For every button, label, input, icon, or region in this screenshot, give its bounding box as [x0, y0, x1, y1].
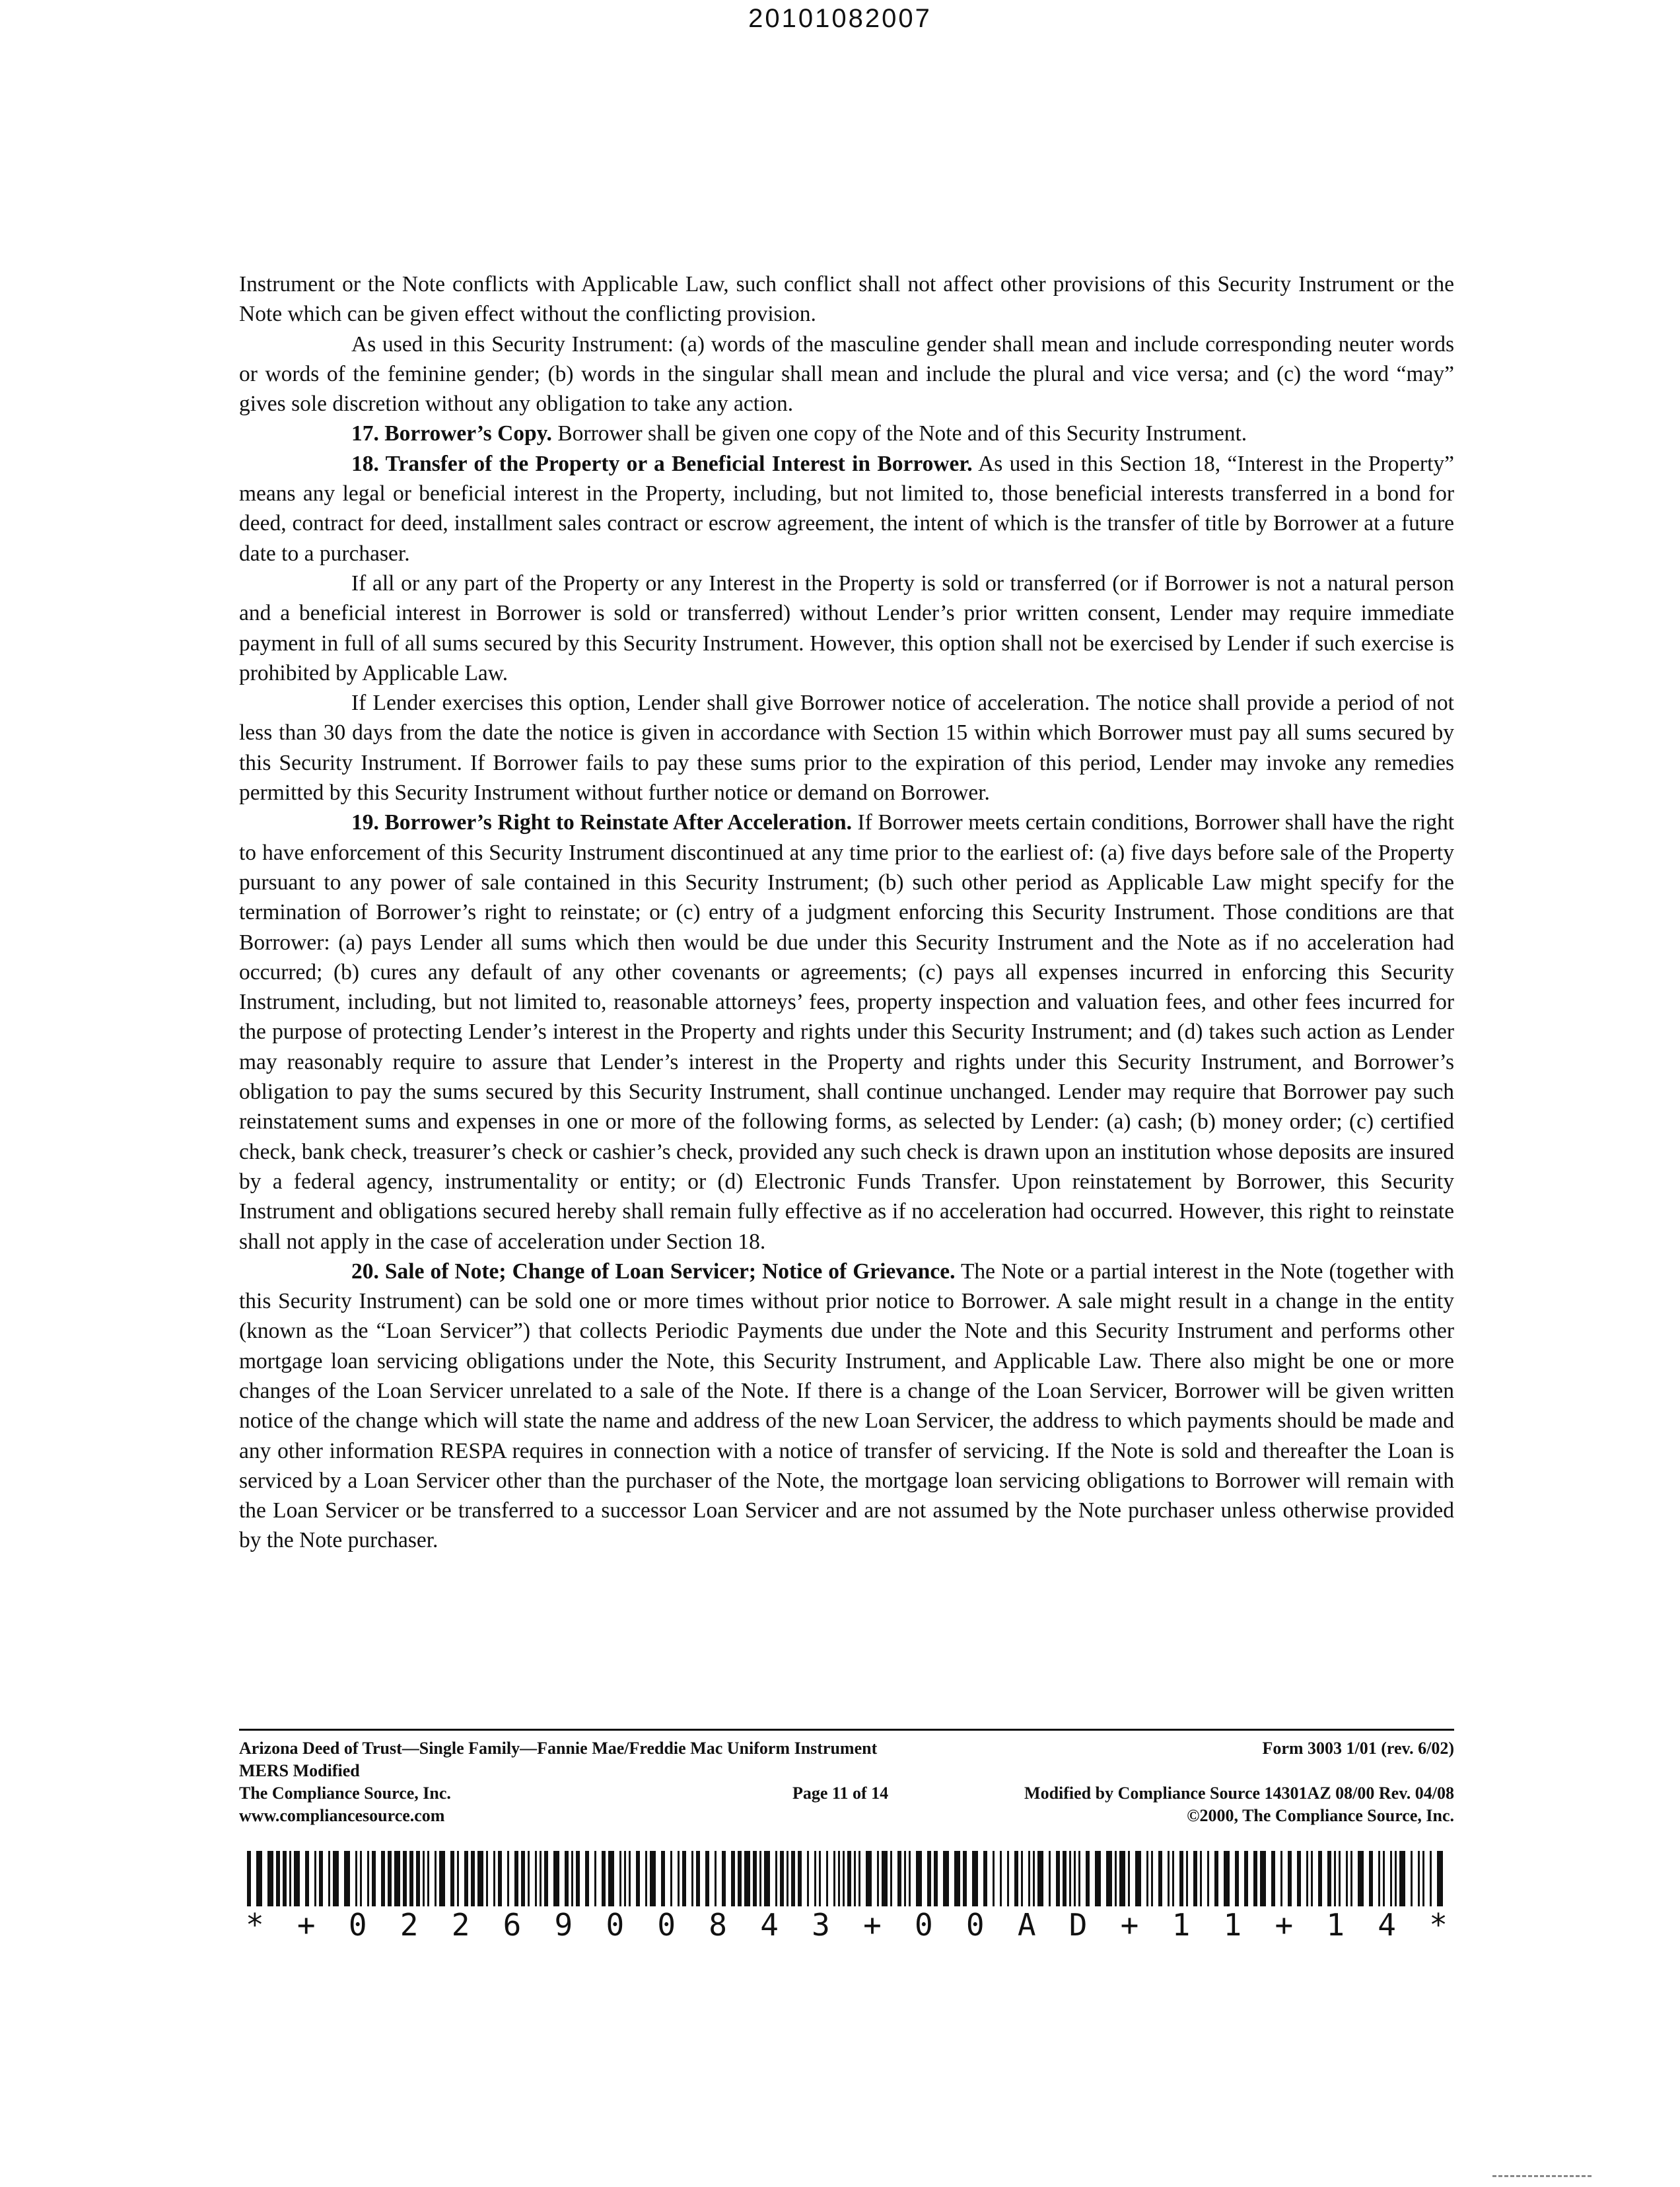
barcode-bar	[381, 1851, 385, 1906]
barcode-bar	[576, 1851, 580, 1906]
barcode-bar	[416, 1851, 420, 1906]
barcode-bar	[493, 1851, 495, 1906]
barcode-bar	[787, 1851, 788, 1906]
barcode-bar	[1063, 1851, 1067, 1906]
barcode-char: 0	[657, 1907, 676, 1943]
barcode-bar	[394, 1851, 400, 1906]
barcode-bar	[678, 1851, 680, 1906]
barcode-bar	[629, 1851, 631, 1906]
barcode-bar	[521, 1851, 525, 1906]
barcode-char: 1	[1223, 1907, 1242, 1943]
barcode-bar	[696, 1851, 700, 1906]
barcode-char: +	[1275, 1907, 1294, 1943]
barcode-bar	[819, 1851, 821, 1906]
barcode-bar	[1021, 1851, 1023, 1906]
barcode-bar	[807, 1851, 809, 1906]
barcode-bar	[553, 1851, 559, 1906]
barcode-bar	[1339, 1851, 1341, 1906]
barcode-bar	[294, 1851, 300, 1906]
barcode-char: 0	[606, 1907, 625, 1943]
barcode-bar	[565, 1851, 569, 1906]
barcode-bar	[650, 1851, 656, 1906]
barcode-bar	[1056, 1851, 1060, 1906]
barcode-bar	[1037, 1851, 1043, 1906]
barcode-bar	[890, 1851, 892, 1906]
barcode-bar	[866, 1851, 872, 1906]
document-stamp-number: 20101082007	[748, 4, 932, 33]
barcode-bar	[943, 1851, 949, 1906]
barcode-char: +	[1120, 1907, 1139, 1943]
barcode-bar	[636, 1851, 640, 1906]
barcode-bar	[1399, 1851, 1405, 1906]
scan-edge-mark	[1492, 2175, 1592, 2180]
barcode-bar	[1158, 1851, 1162, 1906]
barcode-char: +	[863, 1907, 882, 1943]
barcode-bar	[738, 1851, 742, 1906]
barcode-bar	[1280, 1851, 1282, 1906]
barcode-char: 2	[451, 1907, 470, 1943]
barcode-image	[246, 1851, 1448, 1917]
paragraph-text: As used in this Section 18, “Interest in the Property” means any legal or beneficial interest in the Property, including, but not limited to, those beneficial interests transferred in a bond for deed, contract for deed, installment sales contract or escrow agreement, the intent of which is the transfer of title by Borrower at a future date to a purchaser.	[239, 451, 1454, 566]
barcode-bar	[1146, 1851, 1148, 1906]
barcode-bar	[1411, 1851, 1413, 1906]
barcode-bar	[1306, 1851, 1308, 1906]
barcode-bar	[498, 1851, 502, 1906]
barcode-bar	[450, 1851, 454, 1906]
barcode-bar	[355, 1851, 357, 1906]
barcode-bar	[1369, 1851, 1373, 1906]
paragraph	[239, 419, 1454, 448]
barcode-bar	[916, 1851, 922, 1906]
barcode-char: 1	[1326, 1907, 1345, 1943]
barcode-char: 4	[1378, 1907, 1396, 1943]
barcode-bar	[753, 1851, 757, 1906]
barcode-bar	[439, 1851, 445, 1906]
page-number: Page 11 of 14	[792, 1784, 889, 1803]
paragraph-text: Borrower shall be given one copy of the Note and of this Security Instrument.	[551, 421, 1247, 446]
form-number: Form 3003 1/01 (rev. 6/02)	[1262, 1739, 1454, 1758]
document-footer	[239, 1729, 1454, 1827]
barcode-bar	[904, 1851, 906, 1906]
barcode-bar	[764, 1851, 770, 1906]
barcode-bar	[927, 1851, 931, 1906]
barcode-bar	[464, 1851, 468, 1906]
barcode-bar	[535, 1851, 537, 1906]
barcode-bar	[457, 1851, 459, 1906]
barcode-bar	[1297, 1851, 1301, 1906]
company-website: www.compliancesource.com	[239, 1806, 445, 1825]
barcode-bar	[838, 1851, 840, 1906]
barcode-bar	[780, 1851, 784, 1906]
barcode-bar	[1224, 1851, 1230, 1906]
barcode-char: 4	[760, 1907, 779, 1943]
barcode-bar	[1395, 1851, 1397, 1906]
barcode-bar	[602, 1851, 606, 1906]
paragraph	[239, 808, 1454, 1256]
barcode-bar	[333, 1851, 339, 1906]
barcode-bar	[1437, 1851, 1443, 1906]
barcode-bar	[1179, 1851, 1183, 1906]
barcode-bar	[571, 1851, 573, 1906]
barcode-bar	[854, 1851, 856, 1906]
section-heading: 17. Borrower’s Copy.	[351, 421, 552, 446]
barcode-bar	[759, 1851, 761, 1906]
barcode-bar	[283, 1851, 287, 1906]
barcode-char: *	[246, 1907, 264, 1943]
barcode-bar	[619, 1851, 621, 1906]
barcode-bar	[388, 1851, 392, 1906]
barcode-char: 0	[965, 1907, 985, 1943]
barcode-char: 3	[812, 1907, 830, 1943]
barcode-bar	[791, 1851, 795, 1906]
paragraph-text: If Lender exercises this option, Lender shall give Borrower notice of acceleration. The notice shall provide a period of not less than 30 days from the date the notice is given in accordance with Section 15 within which Borrower must pay all sums secured by this Security Instrument. If Borrower fails to pay these sums prior to the expiration of this period, Lender may invoke any remedies permitted by this Security Instrument without further notice or demand on Borrower.	[239, 691, 1454, 806]
barcode-bar	[247, 1851, 251, 1906]
barcode-bar	[624, 1851, 626, 1906]
barcode-bar	[256, 1851, 262, 1906]
barcode-bar	[1253, 1851, 1257, 1906]
barcode-bar	[645, 1851, 647, 1906]
section-heading: 18. Transfer of the Property or a Beneficial Interest in Borrower.	[351, 451, 973, 476]
barcode-bar	[858, 1851, 860, 1906]
barcode-char: 8	[709, 1907, 727, 1943]
barcode-bar	[544, 1851, 548, 1906]
company-name: The Compliance Source, Inc.	[239, 1784, 451, 1803]
barcode-bar	[1172, 1851, 1174, 1906]
barcode-bar	[471, 1851, 475, 1906]
barcode-bar	[486, 1851, 488, 1906]
barcode-bar	[344, 1851, 350, 1906]
paragraph-text: If all or any part of the Property or any Interest in the Property is sold or transferred (or if Borrower is not a natural person and a beneficial interest in Borrower is sold or transferred) without Lender’s prior written consent, Lender may require immediate payment in full of all sums secured by this Security Instrument. However, this option shall not be exercised by Lender if such exercise is prohibited by Applicable Law.	[239, 571, 1454, 685]
barcode-bar	[1346, 1851, 1348, 1906]
barcode-bar	[1168, 1851, 1170, 1906]
barcode-bar	[744, 1851, 750, 1906]
paragraph	[239, 330, 1454, 419]
barcode-bar	[934, 1851, 938, 1906]
barcode-bar	[427, 1851, 429, 1906]
barcode-char: *	[1429, 1907, 1448, 1943]
barcode-bar	[1028, 1851, 1030, 1906]
barcode-char: 0	[348, 1907, 367, 1943]
barcode-bar	[1078, 1851, 1080, 1906]
barcode-bar	[715, 1851, 717, 1906]
barcode-bar	[1327, 1851, 1331, 1906]
barcode-bar	[409, 1851, 413, 1906]
paragraph	[239, 269, 1454, 330]
barcode-bar	[1390, 1851, 1392, 1906]
barcode-bar	[814, 1851, 816, 1906]
barcode-bar	[1350, 1851, 1352, 1906]
barcode-bar	[847, 1851, 851, 1906]
barcode-bar	[843, 1851, 845, 1906]
barcode-bar	[722, 1851, 726, 1906]
barcode-bar	[435, 1851, 437, 1906]
paragraph-text: If Borrower meets certain conditions, Borrower shall have the right to have enforcement of this Security Instrument discontinued at any time prior to the earliest of: (a) five days before sale of the Property pursuant to any power of sale contained in this Security Instrument; (b) such other period as Applicable Law might specify for the termination of Borrower’s right to reinstate; or (c) entry of a judgment enforcing this Security Instrument. Those conditions are that Borrower: (a) pays Lender all sums which then would be due under this Security Instrument and the Note as if no acceleration had occurred; (b) cures any default of any other covenants or agreements; (c) pays all expenses incurred in enforcing this Security Instrument, including, but not limited to, reasonable attorneys’ fees, property inspection and valuation fees, and other fees incurred for the purpose of protecting Lender’s interest in the Property and rights under this Security Instrument; and (d) takes such action as Lender may reasonably require to assure that Lender’s interest in the Property and rights under this Security Instrument, and Borrower’s obligation to pay the sums secured by this Security Instrument, shall continue unchanged. Lender may require that Borrower pay such reinstatement sums and expenses in one or more of the following forms, as selected by Lender: (a) cash; (b) money order; (c) certified check, bank check, treasurer’s check or cashier’s check, provided any such check is drawn upon an institution whose deposits are insured by a federal agency, instrumentality or entity; or (d) Electronic Funds Transfer. Upon reinstatement by Borrower, this Security Instrument and obligations secured hereby shall remain fully effective as if no acceleration had occurred. However, this right to reinstate shall not apply in the case of acceleration under Section 18.	[239, 810, 1454, 1254]
barcode-bar	[319, 1851, 323, 1906]
barcode-bar	[367, 1851, 369, 1906]
barcode-bar	[1135, 1851, 1141, 1906]
barcode-bar	[1095, 1851, 1101, 1906]
barcode-bar	[1422, 1851, 1424, 1906]
barcode-char: 9	[554, 1907, 573, 1943]
barcode-bar	[267, 1851, 273, 1906]
barcode-char: 6	[503, 1907, 522, 1943]
barcode-bar	[1235, 1851, 1239, 1906]
barcode-bar	[1151, 1851, 1153, 1906]
barcode-bar	[1334, 1851, 1336, 1906]
barcode-bar	[276, 1851, 280, 1906]
barcode-bar	[1000, 1851, 1002, 1906]
paragraph	[239, 688, 1454, 808]
barcode-bar	[1128, 1851, 1130, 1906]
barcode-bar	[1214, 1851, 1218, 1906]
barcode-char: D	[1068, 1907, 1088, 1943]
barcode-bar	[477, 1851, 483, 1906]
barcode-bar	[360, 1851, 362, 1906]
mers-label: MERS Modified	[239, 1761, 360, 1780]
barcode-bar	[314, 1851, 316, 1906]
barcode-bar	[1358, 1851, 1364, 1906]
barcode-bar	[1186, 1851, 1188, 1906]
barcode-bar	[528, 1851, 530, 1906]
barcode-bar	[585, 1851, 589, 1906]
barcode-char: 1	[1172, 1907, 1191, 1943]
barcode-bar	[289, 1851, 291, 1906]
barcode-bar	[972, 1851, 978, 1906]
barcode-bar	[682, 1851, 686, 1906]
barcode-bar	[661, 1851, 665, 1906]
barcode-bar	[993, 1851, 995, 1906]
barcode-char: 0	[914, 1907, 933, 1943]
barcode-bar	[372, 1851, 376, 1906]
barcode-bar	[1418, 1851, 1420, 1906]
barcode-bar	[514, 1851, 518, 1906]
barcode-bar	[731, 1851, 735, 1906]
barcode-bar	[909, 1851, 911, 1906]
barcode-bar	[1069, 1851, 1071, 1906]
barcode-bar	[305, 1851, 309, 1906]
barcode-bar	[1074, 1851, 1076, 1906]
barcode-bar	[328, 1851, 330, 1906]
paragraph	[239, 1257, 1454, 1556]
barcode-bar	[1271, 1851, 1275, 1906]
barcode-bar	[882, 1851, 888, 1906]
barcode-bar	[507, 1851, 509, 1906]
barcode-char: +	[297, 1907, 316, 1943]
barcode-bar	[833, 1851, 835, 1906]
barcode-bar	[1086, 1851, 1090, 1906]
barcode-bar	[594, 1851, 596, 1906]
barcode-bar	[1049, 1851, 1051, 1906]
barcode-bar	[798, 1851, 802, 1906]
paragraph-text: As used in this Security Instrument: (a) words of the masculine gender shall mean and include corresponding neuter words or words of the feminine gender; (b) words in the singular shall mean and include the plural and vice versa; and (c) the word “may” gives sole discretion without any obligation to take any action.	[239, 331, 1454, 417]
barcode-bar	[670, 1851, 672, 1906]
barcode-bar	[1260, 1851, 1266, 1906]
paragraph	[239, 569, 1454, 688]
barcode-bar	[826, 1851, 828, 1906]
barcode-bar	[877, 1851, 879, 1906]
barcode-bar	[1311, 1851, 1313, 1906]
barcode-bar	[403, 1851, 407, 1906]
barcode-bar	[1115, 1851, 1117, 1906]
barcode-bar	[897, 1851, 901, 1906]
barcode-bar	[705, 1851, 709, 1906]
barcode-bar	[1007, 1851, 1009, 1906]
barcode-bar	[983, 1851, 987, 1906]
barcode-bar	[1119, 1851, 1125, 1906]
barcode-bar	[1318, 1851, 1322, 1906]
barcode-bar	[1430, 1851, 1432, 1906]
paragraph-text: The Note or a partial interest in the Note (together with this Security Instrument) can be sold one or more times without prior notice to Borrower. A sale might result in a change in the entity (known as the “Loan Servicer”) that collects Periodic Payments due under the Note and this Security Instrument and performs other mortgage loan servicing obligations under the Note, this Security Instrument, and Applicable Law. There also might be one or more changes of the Loan Servicer unrelated to a sale of the Note. If there is a change of the Loan Servicer, Borrower will be given written notice of the change which will state the name and address of the new Loan Servicer, the address to which payments should be made and any other information RESPA requires in connection with a notice of transfer of servicing. If the Note is sold and thereafter the Loan is serviced by a Loan Servicer other than the purchaser of the Note, the mortgage loan servicing obligations to Borrower will remain with the Loan Servicer or be transferred to a successor Loan Servicer and are not assumed by the Note purchaser unless otherwise provided by the Note purchaser.	[239, 1259, 1454, 1553]
paragraph-text: Instrument or the Note conflicts with Applicable Law, such conflict shall not affect other provisions of this Security Instrument or the Note which can be given effect without the conflicting provision.	[239, 272, 1454, 327]
barcode-human-readable	[246, 1908, 1448, 1941]
paragraph	[239, 449, 1454, 569]
barcode-bar	[1106, 1851, 1112, 1906]
barcode-char: 2	[400, 1907, 419, 1943]
section-heading: 19. Borrower’s Right to Reinstate After Acceleration.	[351, 810, 853, 835]
section-heading: 20. Sale of Note; Change of Loan Servicer; Notice of Grievance.	[351, 1259, 956, 1284]
barcode-bar	[691, 1851, 693, 1906]
document-body	[239, 269, 1454, 1556]
barcode-bar	[1244, 1851, 1248, 1906]
form-title: Arizona Deed of Trust—Single Family—Fannie Mae/Freddie Mac Uniform Instrument	[239, 1739, 878, 1758]
barcode-bar	[540, 1851, 542, 1906]
barcode-char: A	[1017, 1907, 1036, 1943]
copyright-notice: ©2000, The Compliance Source, Inc.	[1187, 1806, 1454, 1825]
modified-note: Modified by Compliance Source 14301AZ 08/00 Rev. 04/08	[1024, 1784, 1454, 1803]
barcode-bar	[1193, 1851, 1197, 1906]
barcode-bar	[1200, 1851, 1202, 1906]
barcode-bar	[1207, 1851, 1209, 1906]
barcode-bar	[963, 1851, 967, 1906]
barcode-bar	[1383, 1851, 1385, 1906]
barcode-bar	[954, 1851, 960, 1906]
barcode-bar	[1378, 1851, 1380, 1906]
barcode-bar	[1014, 1851, 1018, 1906]
barcode-bar	[1288, 1851, 1292, 1906]
barcode-bar	[423, 1851, 425, 1906]
barcode-bar	[1033, 1851, 1035, 1906]
barcode-bar	[608, 1851, 614, 1906]
barcode-bar	[775, 1851, 777, 1906]
